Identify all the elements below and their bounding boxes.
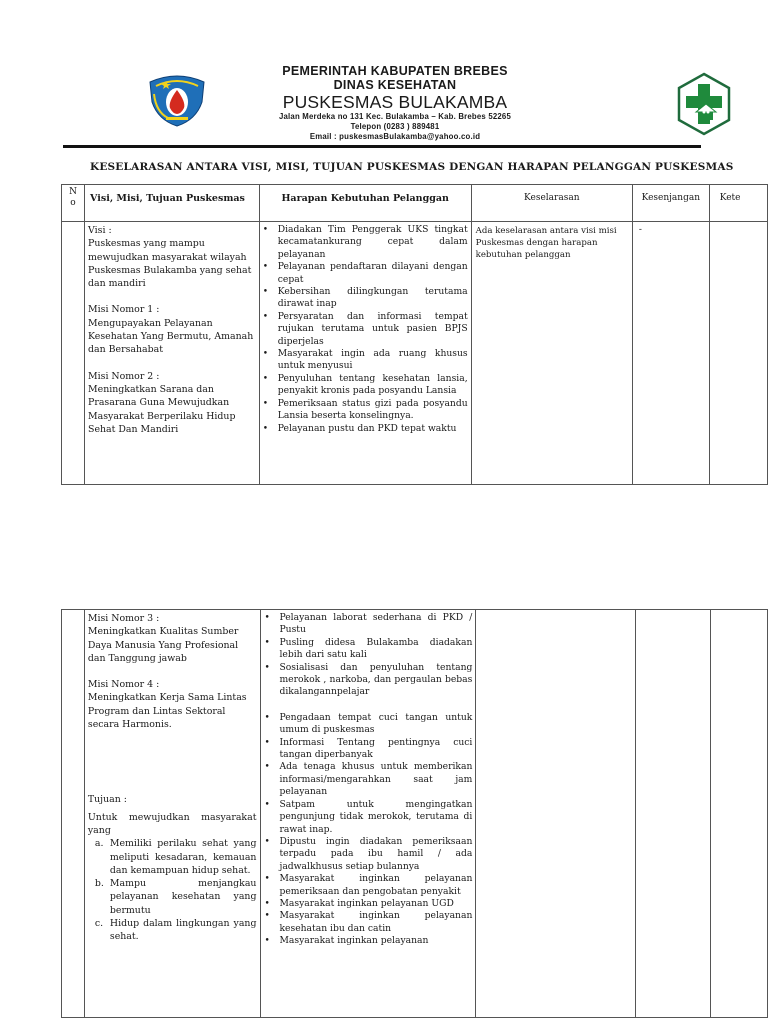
misi4-text: Meningkatkan Kerja Sama Lintas Program dan Lintas Sektoral secara Harmonis. (87, 692, 247, 731)
cell-misi-tujuan (84, 610, 261, 1018)
list-item: • Dipustu ingin diadakan pemeriksaan terpadu pada ibu hamil / ada jadwalkhusus setiap bulannya (261, 836, 472, 873)
visi-label: Visi : (88, 225, 112, 236)
list-item: • Kebersihan dilingkungan terutama dirawat inap (260, 286, 468, 311)
header-no: No (62, 185, 85, 222)
cell-keselarasan: Ada keselarasan antara visi misi Puskesmas dengan harapan kebutuhan pelanggan (471, 222, 632, 485)
list-item: c. Hidup dalam lingkungan yang sehat. (94, 918, 257, 943)
cell-kesenjangan (636, 610, 710, 1018)
list-item: a. Memiliki perilaku sehat yang meliputi kesadaran, kemauan dan kemampuan hidup sehat. (94, 838, 257, 876)
harapan-list (261, 610, 475, 952)
cell-no (62, 222, 85, 485)
misi2-text: Meningkatkan Sarana dan Prasarana Guna Mewujudkan Masyarakat Berperilaku Hidup Sehat Dan Mandiri (88, 383, 236, 435)
header-visi-misi-tujuan: Visi, Misi, Tujuan Puskesmas (85, 185, 260, 222)
misi4-label: Misi Nomor 4 : (87, 679, 160, 691)
harapan-list (260, 222, 471, 439)
list-item: • Masyarakat ingin ada ruang khusus untuk menyusui (260, 348, 468, 373)
list-item: • Penyuluhan tentang kesehatan lansia, penyakit kronis pada posyandu Lansia (260, 373, 468, 398)
list-item: • Masyarakat inginkan pelayanan pemeriksaan dan pengobatan penyakit (261, 873, 472, 898)
kabupaten-brebes-emblem-icon (146, 72, 208, 128)
list-item: • Pelayanan laborat sederhana di PKD / Pustu (261, 612, 472, 637)
table-header-row (62, 185, 768, 222)
tujuan-list (88, 837, 257, 943)
table-row (62, 610, 768, 1018)
list-item: • Masyarakat inginkan pelayanan UGD (261, 898, 472, 910)
cell-harapan (259, 222, 471, 485)
letterhead-text (250, 64, 540, 142)
cell-visi-misi (85, 222, 260, 485)
list-item: • Pelayanan pendaftaran dilayani dengan cepat (260, 261, 468, 286)
tujuan-label: Tujuan : (87, 794, 127, 806)
organization-name: PUSKESMAS BULAKAMBA (282, 92, 508, 112)
list-item: • Pemeriksaan status gizi pada posyandu Lansia beserta konselingnya. (260, 398, 468, 423)
cell-no (62, 610, 85, 1018)
list-item: • Pusling didesa Bulakamba diadakan lebih dari satu kali (261, 637, 472, 662)
table-row (62, 222, 768, 485)
address: Jalan Merdeka no 131 Kec. Bulakamba – Kab. Brebes 52265 (278, 112, 512, 121)
cell-keselarasan (476, 610, 636, 1018)
header-harapan: Harapan Kebutuhan Pelanggan (259, 185, 471, 222)
header-keterangan: Kete (709, 185, 767, 222)
cell-keterangan (709, 222, 767, 485)
list-item: • Pelayanan pustu dan PKD tepat waktu (260, 423, 468, 435)
list-item: • Pengadaan tempat cuci tangan untuk umum di puskesmas (261, 712, 472, 737)
list-item: • Masyarakat inginkan pelayanan kesehatan ibu dan catin (261, 910, 472, 935)
misi3-label: Misi Nomor 3 : (87, 613, 160, 624)
letterhead (0, 0, 768, 150)
list-item: • Satpam untuk mengingatkan pengunjung tidak merokok, terutama di rawat inap. (261, 799, 472, 836)
letterhead-rule (63, 145, 701, 148)
cell-harapan (261, 610, 476, 1018)
list-item: • Sosialisasi dan penyuluhan tentang merokok , narkoba, dan pergaulan bebas dikalangannpelajar (261, 662, 472, 699)
list-item: • Informasi Tentang pentingnya cuci tangan diperbanyak (261, 737, 472, 762)
email: Email : puskesmasBulakamba@yahoo.co.id (309, 132, 481, 141)
phone: Telepon (0283 ) 889481 (350, 122, 440, 131)
alignment-table-page-1 (61, 184, 768, 485)
list-item: b. Mampu menjangkau pelayanan kesehatan yang bermutu (94, 878, 257, 916)
tujuan-intro: Untuk mewujudkan masyarakat yang (87, 811, 257, 836)
cell-keterangan (710, 610, 767, 1018)
misi2-label: Misi Nomor 2 : (88, 370, 160, 382)
list-item: • Ada tenaga khusus untuk memberikan informasi/mengarahkan saat jam pelayanan (261, 761, 472, 798)
document-title: KESELARASAN ANTARA VISI, MISI, TUJUAN PUSKESMAS DENGAN HARAPAN PELANGGAN PUSKESMAS (90, 161, 734, 173)
list-item: • Masyarakat inginkan pelayanan (261, 935, 472, 947)
list-item: • Diadakan Tim Penggerak UKS tingkat kecamatankurang cepat dalam pelayanan (260, 224, 468, 261)
alignment-table-page-2 (61, 609, 768, 1018)
puskesmas-cross-emblem-icon (676, 72, 732, 136)
misi1-label: Misi Nomor 1 : (88, 304, 160, 316)
agency-name: DINAS KESEHATAN (333, 78, 457, 92)
visi-text: Puskesmas yang mampu mewujudkan masyarakat wilayah Puskesmas Bulakamba yang sehat dan mandiri (88, 238, 252, 290)
cell-kesenjangan: - (632, 222, 709, 485)
government-name: PEMERINTAH KABUPATEN BREBES (282, 64, 508, 78)
header-keselarasan: Keselarasan (471, 185, 632, 222)
misi3-text: Meningkatkan Kualitas Sumber Daya Manusia Yang Profesional dan Tanggung jawab (87, 626, 239, 664)
misi1-text: Mengupayakan Pelayanan Kesehatan Yang Bermutu, Amanah dan Bersahabat (88, 317, 254, 356)
header-kesenjangan: Kesenjangan (632, 185, 709, 222)
list-item: • Persyaratan dan informasi tempat rujukan terutama untuk pasien BPJS diperjelas (260, 311, 468, 348)
